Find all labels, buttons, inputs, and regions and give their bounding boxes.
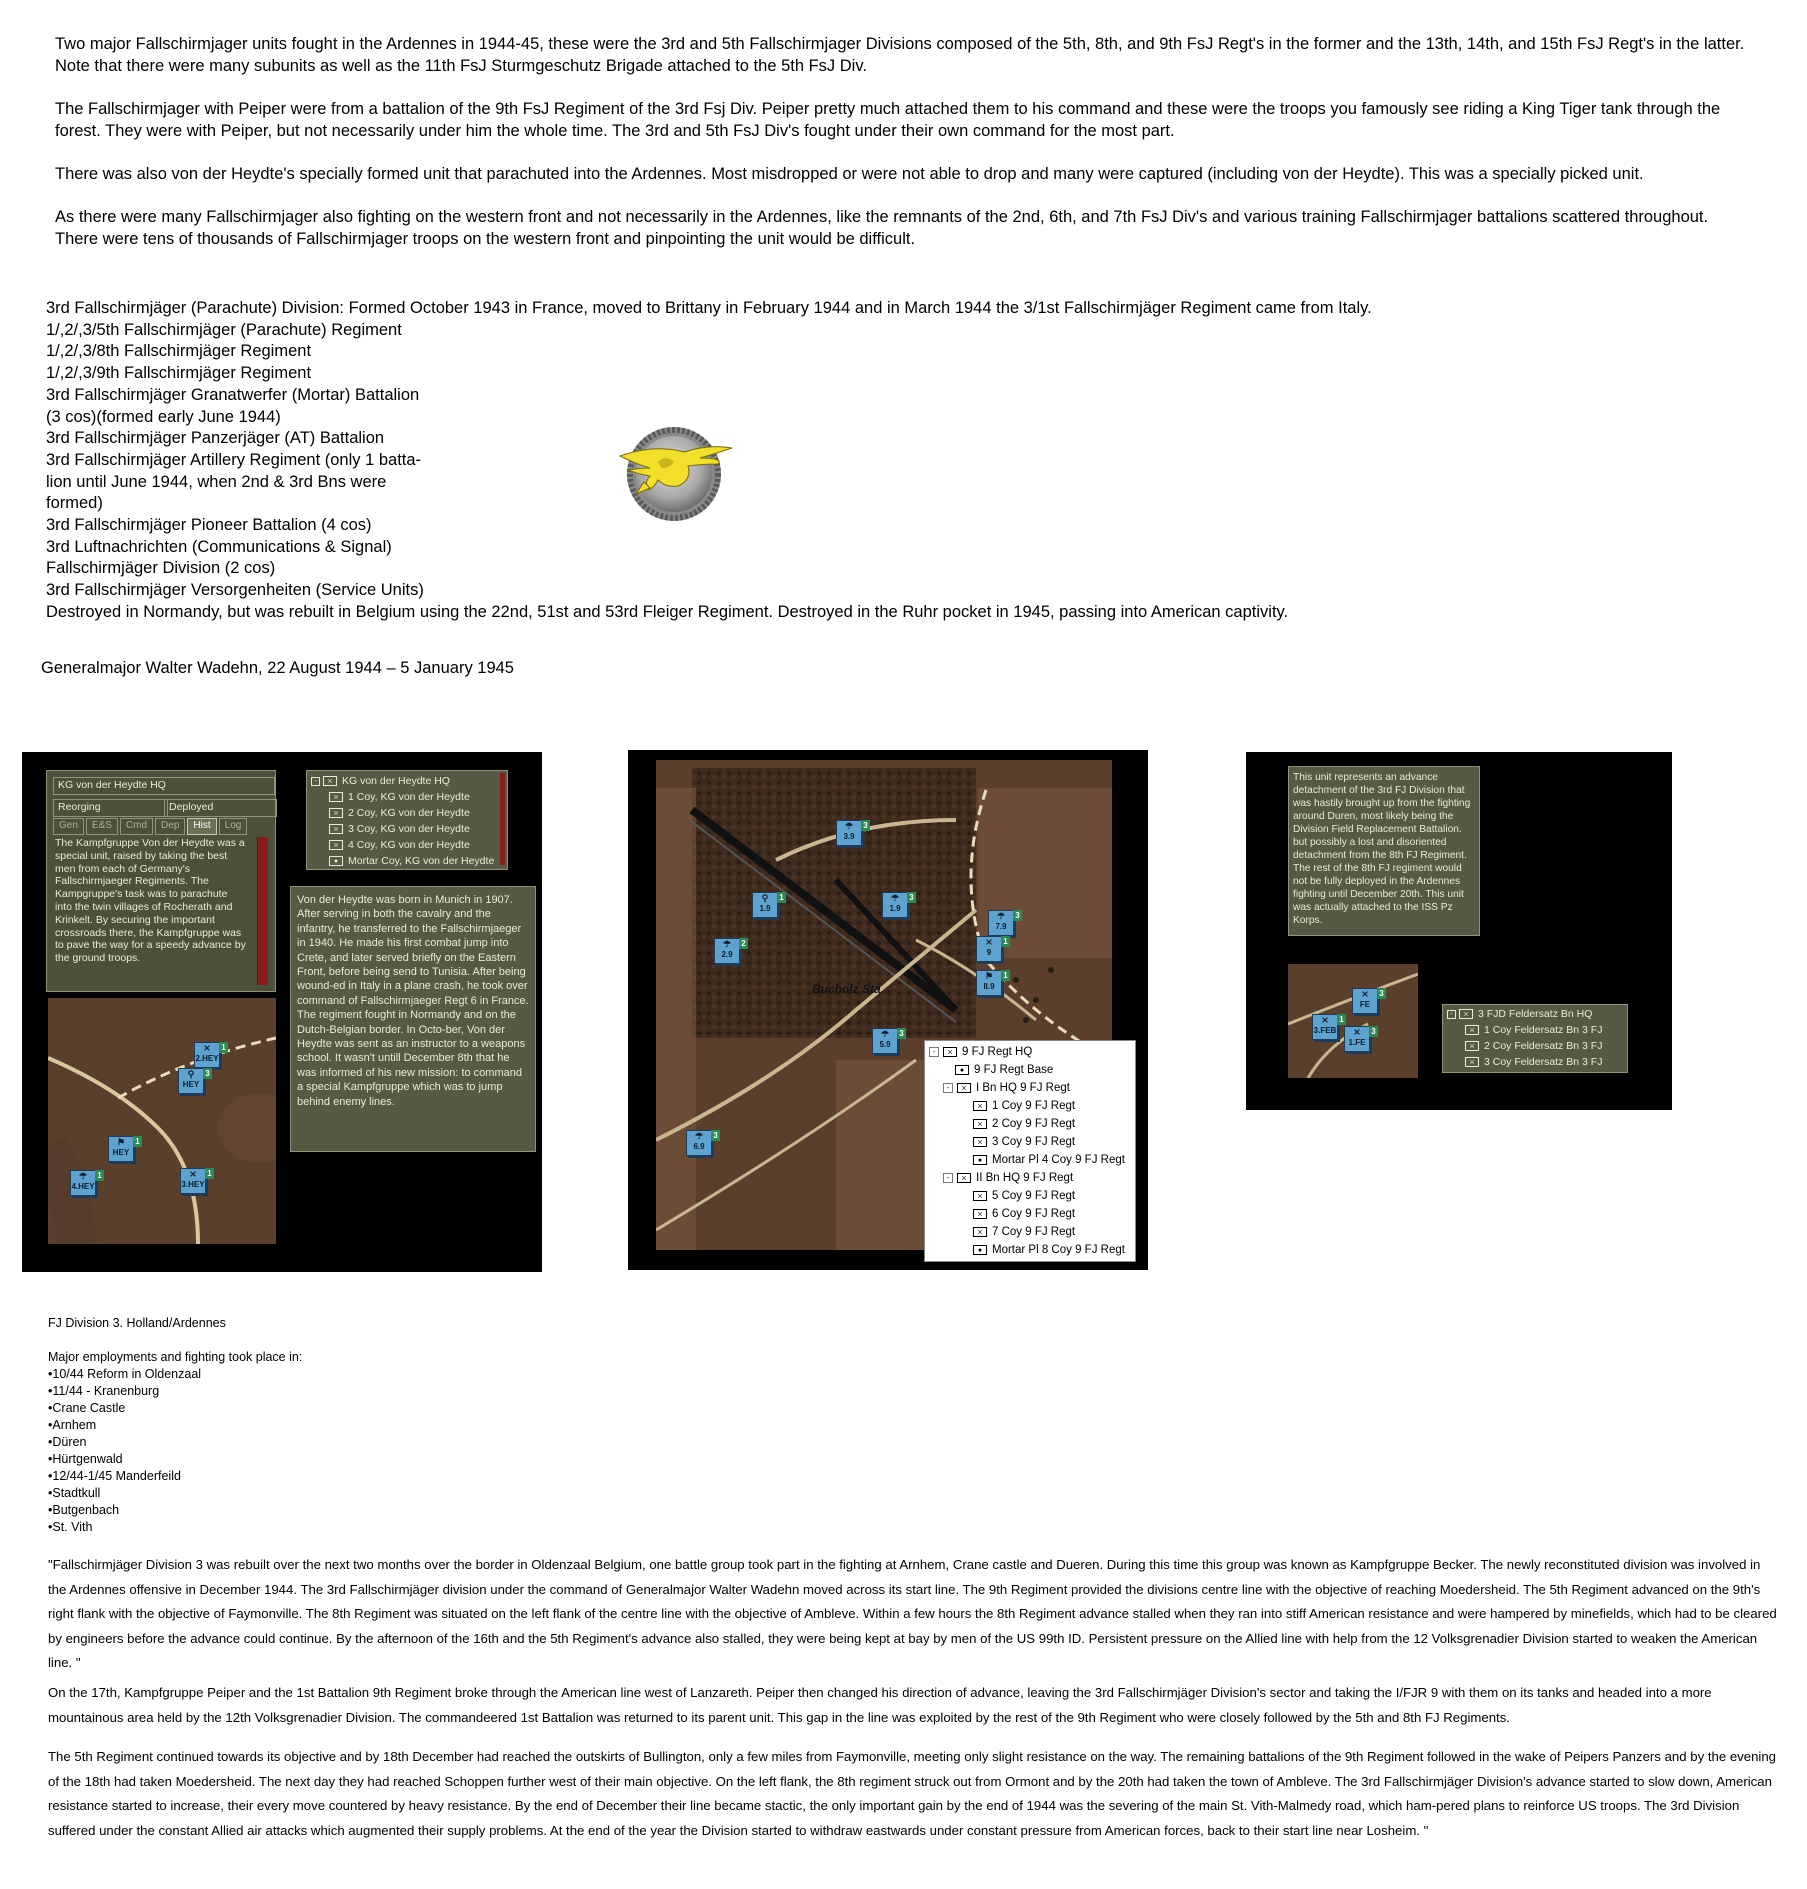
map-label: Bucholz Sta. xyxy=(812,982,885,996)
tab-gen[interactable]: Gen xyxy=(53,818,84,835)
infantry-icon: ⨯ xyxy=(329,824,343,834)
tree-scrollbar xyxy=(500,773,505,865)
infantry-icon: ⨯ xyxy=(973,1209,987,1219)
hq-icon: ⨯ xyxy=(943,1047,957,1057)
status-right: Deployed xyxy=(164,799,277,817)
tree-item[interactable]: ⨯ 5 Coy 9 FJ Regt xyxy=(925,1187,1135,1205)
unit-counter[interactable]: ☂ 2.9 2 xyxy=(714,938,740,964)
map-feldersatz[interactable] xyxy=(1288,964,1418,1078)
tree-item[interactable]: ⨯ 2 Coy, KG von der Heydte xyxy=(307,805,507,821)
unit-counter[interactable]: ⚑ HEY 1 xyxy=(108,1136,134,1162)
hq-icon: ⨯ xyxy=(1459,1009,1473,1019)
tree-item[interactable]: ⨯ 3 Coy, KG von der Heydte xyxy=(307,821,507,837)
oob-line: formed) xyxy=(46,494,103,513)
intro-text xyxy=(55,33,1755,271)
infantry-icon: ⨯ xyxy=(1465,1025,1479,1035)
unit-counter[interactable]: ⚑ II.9 1 xyxy=(976,970,1002,996)
infantry-icon: ⨯ xyxy=(329,840,343,850)
tree-root[interactable]: - ⨯ 3 FJD Feldersatz Bn HQ xyxy=(1443,1006,1627,1022)
unit-description: This unit represents an advance detachment of the 3rd FJ Division that was hastily brought up from the fighting around Duren, most likely being the Division Field Replacement Battalion. but possibly a lost and disoriented detachment from the 8th FJ Regiment. The rest of the 8th FJ regiment would not be fully deployed in the Ardennes fighting until December 20th. This unit was actually attached to the ISS Pz Korps. xyxy=(1293,772,1471,926)
tree-item[interactable]: ⨯ 4 Coy, KG von der Heydte xyxy=(307,837,507,853)
infantry-icon: ⨯ xyxy=(973,1227,987,1237)
tree-item[interactable]: ● Mortar Pl 8 Coy 9 FJ Regt xyxy=(925,1241,1135,1259)
history-paragraph-3: The 5th Regiment continued towards its objective and by 18th December had reached the outskirts of Bullington, only a few miles from Faymonville, meeting only slight resistance on the way. The remaining battalions of the 9th Regiment followed in the wake of Peipers Panzers and by the evening of the 18th had taken Moedersheid. The next day they had reached Schoppen further west of their main objective. On the left flank, the 8th regiment struck out from Ormont and by the 20th had taken the town of Ambleve. The 3rd Fallschirmjäger Division's advance started to slow down, American resistance started to increase, their every move countered by heavy resistance. By the end of December their line became stactic, the only important gain by the end of 1944 was the severing of the main St. Vith-Malmedy road, which ham-pered plans to reinforce US troops. The 3rd Division suffered under the constant Allied air attacks which augmented their supply problems. At the end of the year the Division started to withdraw eastwards under constant pressure from American forces, back to their start line near Losheim. " xyxy=(48,1749,1777,1838)
infantry-icon: ⨯ xyxy=(973,1191,987,1201)
unit-counter[interactable]: ⨯ 3.HEY 1 xyxy=(180,1168,206,1194)
unit-description-box xyxy=(1288,766,1480,936)
tree-item[interactable]: ⨯ 3 Coy 9 FJ Regt xyxy=(925,1133,1135,1151)
oob-line: Fallschirmjäger Division (2 cos) xyxy=(46,559,276,578)
history-section xyxy=(48,1315,302,1536)
scrollbar[interactable] xyxy=(257,837,268,985)
intro-paragraph: There was also von der Heydte's specially formed unit that parachuted into the Ardennes. Most misdropped or were not able to drop and many were captured (including von der Heydte). This was a specially picked unit. xyxy=(55,165,1644,183)
place-item: •10/44 Reform in Oldenzaal xyxy=(48,1367,202,1381)
info-tabs xyxy=(53,818,247,835)
collapse-icon[interactable]: - xyxy=(311,777,320,786)
base-icon: ● xyxy=(955,1065,969,1075)
panel-feldersatz xyxy=(1246,752,1672,1110)
tab-cmd[interactable]: Cmd xyxy=(120,818,153,835)
collapse-icon[interactable]: - xyxy=(943,1083,953,1093)
tree-item[interactable]: ● 9 FJ Regt Base xyxy=(925,1061,1135,1079)
unit-counter[interactable]: ☂ 1.9 3 xyxy=(882,892,908,918)
panel-bucholz xyxy=(628,750,1148,1270)
place-item: •Crane Castle xyxy=(48,1401,126,1415)
bio-text: Von der Heydte was born in Munich in 1907. After serving in both the cavalry and the infantry, he transferred to the Fallschirmjaeger in 1940. He made his first combat jump into Crete, and later served briefly on the Eastern Front, before being send to Tunisia. After being wound-ed in Italy in a plane crash, he took over command of Fallschirmjaeger Regt 6 in France. The regiment fought in Normandy and on the Dutch-Belgian border. In Octo-ber, Von der Heydte was sent as an instructor to a weapons school. It wasn't untill December 8th that he was informed of his new mission: to command a special Kampfgruppe which was to jump behind enemy lines. xyxy=(297,894,529,1108)
unit-counter[interactable]: ⨯ 1.FE 3 xyxy=(1344,1026,1370,1052)
tree-item[interactable]: ⨯ 7 Coy 9 FJ Regt xyxy=(925,1223,1135,1241)
tab-hist[interactable]: Hist xyxy=(187,818,216,835)
history-intro: Major employments and fighting took place in: xyxy=(48,1350,303,1364)
tree-root[interactable]: - ⨯ 9 FJ Regt HQ xyxy=(925,1043,1135,1061)
hist-text: The Kampfgruppe Von der Heydte was a special unit, raised by taking the best men from each of Germany's Fallschirmjaeger Regiments. The Kampgruppe's task was to parachute into the twin villages of Rocherath and Krinkelt. By securing the important crossroads there, the Kampfgruppe was to pave the way for a speedy advance by the ground troops. xyxy=(55,837,246,965)
tab-es[interactable]: E&S xyxy=(86,818,118,835)
oob-line: (3 cos)(formed early June 1944) xyxy=(46,407,281,426)
tree-item[interactable]: ● Mortar Pl 4 Coy 9 FJ Regt xyxy=(925,1151,1135,1169)
tree-item[interactable]: ● Mortar Coy, KG von der Heydte xyxy=(307,853,507,869)
oob-footer: Destroyed in Normandy, but was rebuilt in Belgium using the 22nd, 51st and 53rd Fleiger Regiment. Destroyed in the Ruhr pocket in 1945, passing into American captivity. xyxy=(46,602,1289,621)
place-item: •St. Vith xyxy=(48,1520,93,1534)
infantry-icon: ⨯ xyxy=(973,1137,987,1147)
unit-counter[interactable]: ☂ 7.9 3 xyxy=(988,910,1014,936)
history-title: FJ Division 3. Holland/Ardennes xyxy=(48,1316,226,1330)
tree-item[interactable]: - ⨯ II Bn HQ 9 FJ Regt xyxy=(925,1169,1135,1187)
status-left: Reorging xyxy=(53,799,168,817)
tree-root[interactable]: - ⨯ KG von der Heydte HQ xyxy=(307,773,507,789)
infantry-icon: ⨯ xyxy=(329,808,343,818)
tree-item[interactable]: ⨯ 1 Coy Feldersatz Bn 3 FJ xyxy=(1443,1022,1627,1038)
oob-line: 1/,2/,3/8th Fallschirmjäger Regiment xyxy=(46,342,312,361)
tab-log[interactable]: Log xyxy=(219,818,248,835)
oob-line: 3rd Luftnachrichten (Communications & Signal) xyxy=(46,537,392,556)
oob-header: 3rd Fallschirmjäger (Parachute) Division: Formed October 1943 in France, moved to Brittany in February 1944 and in March 1944 the 3/1st Fallschirmjäger Regiment came from Italy. xyxy=(46,299,1372,317)
unit-tree xyxy=(306,770,508,870)
oob-line: 3rd Fallschirmjäger Artillery Regiment (only 1 batta- xyxy=(46,450,422,469)
oob-line: 3rd Fallschirmjäger Panzerjäger (AT) Battalion xyxy=(46,429,385,448)
map-terrain xyxy=(1288,964,1418,1078)
mortar-icon: ● xyxy=(329,856,343,866)
paratrooper-badge-icon xyxy=(614,424,734,524)
unit-counter[interactable]: ⨯ 2.HEY 1 xyxy=(194,1042,220,1068)
tree-item[interactable]: - ⨯ I Bn HQ 9 FJ Regt xyxy=(925,1079,1135,1097)
bio-box xyxy=(290,886,536,1152)
oob-line: 3rd Fallschirmjäger Granatwerfer (Mortar) Battalion xyxy=(46,385,420,404)
unit-counter[interactable]: ⚲ HEY 3 xyxy=(178,1068,204,1094)
unit-counter[interactable]: ☂ 5.9 3 xyxy=(872,1028,898,1054)
infantry-icon: ⨯ xyxy=(973,1101,987,1111)
tree-item[interactable]: ⨯ 2 Coy Feldersatz Bn 3 FJ xyxy=(1443,1038,1627,1054)
unit-tree xyxy=(1442,1004,1628,1073)
place-item: •11/44 - Kranenburg xyxy=(48,1384,160,1398)
unit-counter[interactable]: ☂ 6.9 3 xyxy=(686,1130,712,1156)
place-item: •Hürtgenwald xyxy=(48,1452,123,1466)
unit-counter[interactable]: ⨯ 9 1 xyxy=(976,936,1002,962)
map-terrain xyxy=(48,998,276,1244)
oob-line: 3rd Fallschirmjäger Versorgenheiten (Service Units) xyxy=(46,581,424,600)
place-item: •Düren xyxy=(48,1435,87,1449)
unit-counter[interactable]: ☂ 3.9 3 xyxy=(836,820,862,846)
unit-counter[interactable]: ☂ 4.HEY 1 xyxy=(70,1170,96,1196)
collapse-icon[interactable]: - xyxy=(943,1173,953,1183)
unit-counter[interactable]: ⨯ FE 3 xyxy=(1352,988,1378,1014)
infantry-icon: ⨯ xyxy=(329,792,343,802)
panel-von-der-heydte xyxy=(22,752,542,1272)
intro-paragraph: The Fallschirmjager with Peiper were from a battalion of the 9th FsJ Regiment of the 3rd Fsj Div. Peiper pretty much attached them to his command and these were the troops you famously see riding a King Tiger tank through the forest. They were with Peiper, but not necessarily under him the whole time. The 3rd and 5th FsJ Div's fought under their own command for the most part. xyxy=(55,100,1721,140)
tree-item[interactable]: ⨯ 1 Coy, KG von der Heydte xyxy=(307,789,507,805)
tree-item[interactable]: ⨯ 2 Coy 9 FJ Regt xyxy=(925,1115,1135,1133)
place-item: •Butgenbach xyxy=(48,1503,120,1517)
history-paragraph-2: On the 17th, Kampfgruppe Peiper and the 1st Battalion 9th Regiment broke through the American line west of Lanzareth. Peiper then changed his direction of advance, leaving the 3rd Fallschirmjäger Division's sector and taking the I/FJR 9 with them on its tanks and headed into a more mountainous area held by the 12th Volksgrenadier Division. The commandeered 1st Battalion was returned to its parent unit. This gap in the line was exploited by the rest of the 9th Regiment who were closely followed by the 5th and 8th FJ Regiments. xyxy=(48,1685,1712,1725)
map-heydte[interactable] xyxy=(48,998,276,1244)
tree-item[interactable]: ⨯ 1 Coy 9 FJ Regt xyxy=(925,1097,1135,1115)
hq-icon: ⨯ xyxy=(957,1173,971,1183)
regiment-tree xyxy=(924,1040,1136,1262)
oob-line: 1/,2/,3/9th Fallschirmjäger Regiment xyxy=(46,364,312,383)
commander-line: Generalmajor Walter Wadehn, 22 August 1944 – 5 January 1945 xyxy=(41,659,514,677)
collapse-icon[interactable]: - xyxy=(1447,1010,1456,1019)
place-item: •Arnhem xyxy=(48,1418,97,1432)
unit-title: KG von der Heydte HQ xyxy=(53,777,275,795)
unit-counter[interactable]: ⚲ 1.9 1 xyxy=(752,892,778,918)
tab-dep[interactable]: Dep xyxy=(155,818,185,835)
collapse-icon[interactable]: - xyxy=(929,1047,939,1057)
intro-paragraph: Two major Fallschirmjager units fought in the Ardennes in 1944-45, these were the 3rd and 5th Fallschirmjager Divisions composed of the 5th, 8th, and 9th FsJ Regt's in the former and the 13th, 14th, and 15th FsJ Regt's in the latter. Note that there were many subunits as well as the 11th FsJ Sturmgeschutz Brigade attached to the 5th FsJ Div. xyxy=(55,35,1745,75)
hq-icon: ⨯ xyxy=(957,1083,971,1093)
oob-line: 1/,2/,3/5th Fallschirmjäger (Parachute) Regiment xyxy=(46,320,402,339)
oob-line: 3rd Fallschirmjäger Pioneer Battalion (4 cos) xyxy=(46,516,372,535)
place-item: •12/44-1/45 Manderfeild xyxy=(48,1469,181,1483)
tree-item[interactable]: ⨯ 3 Coy Feldersatz Bn 3 FJ xyxy=(1443,1054,1627,1070)
unit-info-window xyxy=(46,770,276,992)
oob-line: lion until June 1944, when 2nd & 3rd Bns were xyxy=(46,472,387,491)
tree-item[interactable]: ⨯ 6 Coy 9 FJ Regt xyxy=(925,1205,1135,1223)
infantry-icon: ⨯ xyxy=(1465,1057,1479,1067)
hq-icon: ⨯ xyxy=(323,776,337,786)
unit-counter[interactable]: ⨯ 3.FEB 1 xyxy=(1312,1014,1338,1040)
mortar-icon: ● xyxy=(973,1245,987,1255)
history-paragraph-1: "Fallschirmjäger Division 3 was rebuilt over the next two months over the border in Oldenzaal Belgium, one battle group took part in the fighting at Arnhem, Crane castle and Dueren. During this time this group was known as Kampfgruppe Becker. The newly reconstituted division was involved in the Ardennes offensive in December 1944. The 3rd Fallschirmjäger division under the command of Generalmajor Walter Wadehn moved across its start line. The 9th Regiment provided the divisions centre line with the objective of reaching Moedersheid. The 5th Regiment advanced on the 9th's right flank with the objective of Faymonville. The 8th Regiment was situated on the left flank of the centre line with the objective of Ambleve. Within a few hours the 8th Regiment advance stalled when they ran into stiff American resistance and were hampered by minefields, which had to be cleared by engineers before the advance could continue. By the afternoon of the 16th and the 5th Regiment's advance also stalled, they were being kept at bay by men of the US 99th ID. Persistent pressure on the Allied line with help from the 12 Volksgrenadier Division started to weaken the American line. " xyxy=(48,1557,1777,1670)
infantry-icon: ⨯ xyxy=(973,1119,987,1129)
place-item: •Stadtkull xyxy=(48,1486,101,1500)
infantry-icon: ⨯ xyxy=(1465,1041,1479,1051)
mortar-icon: ● xyxy=(973,1155,987,1165)
intro-paragraph: As there were many Fallschirmjager also fighting on the western front and not necessarily in the Ardennes, like the remnants of the 2nd, 6th, and 7th FsJ Div's and various training Fallschirmjager battalions scattered throughout. There were tens of thousands of Fallschirmjager troops on the western front and pinpointing the unit would be difficult. xyxy=(55,208,1709,248)
